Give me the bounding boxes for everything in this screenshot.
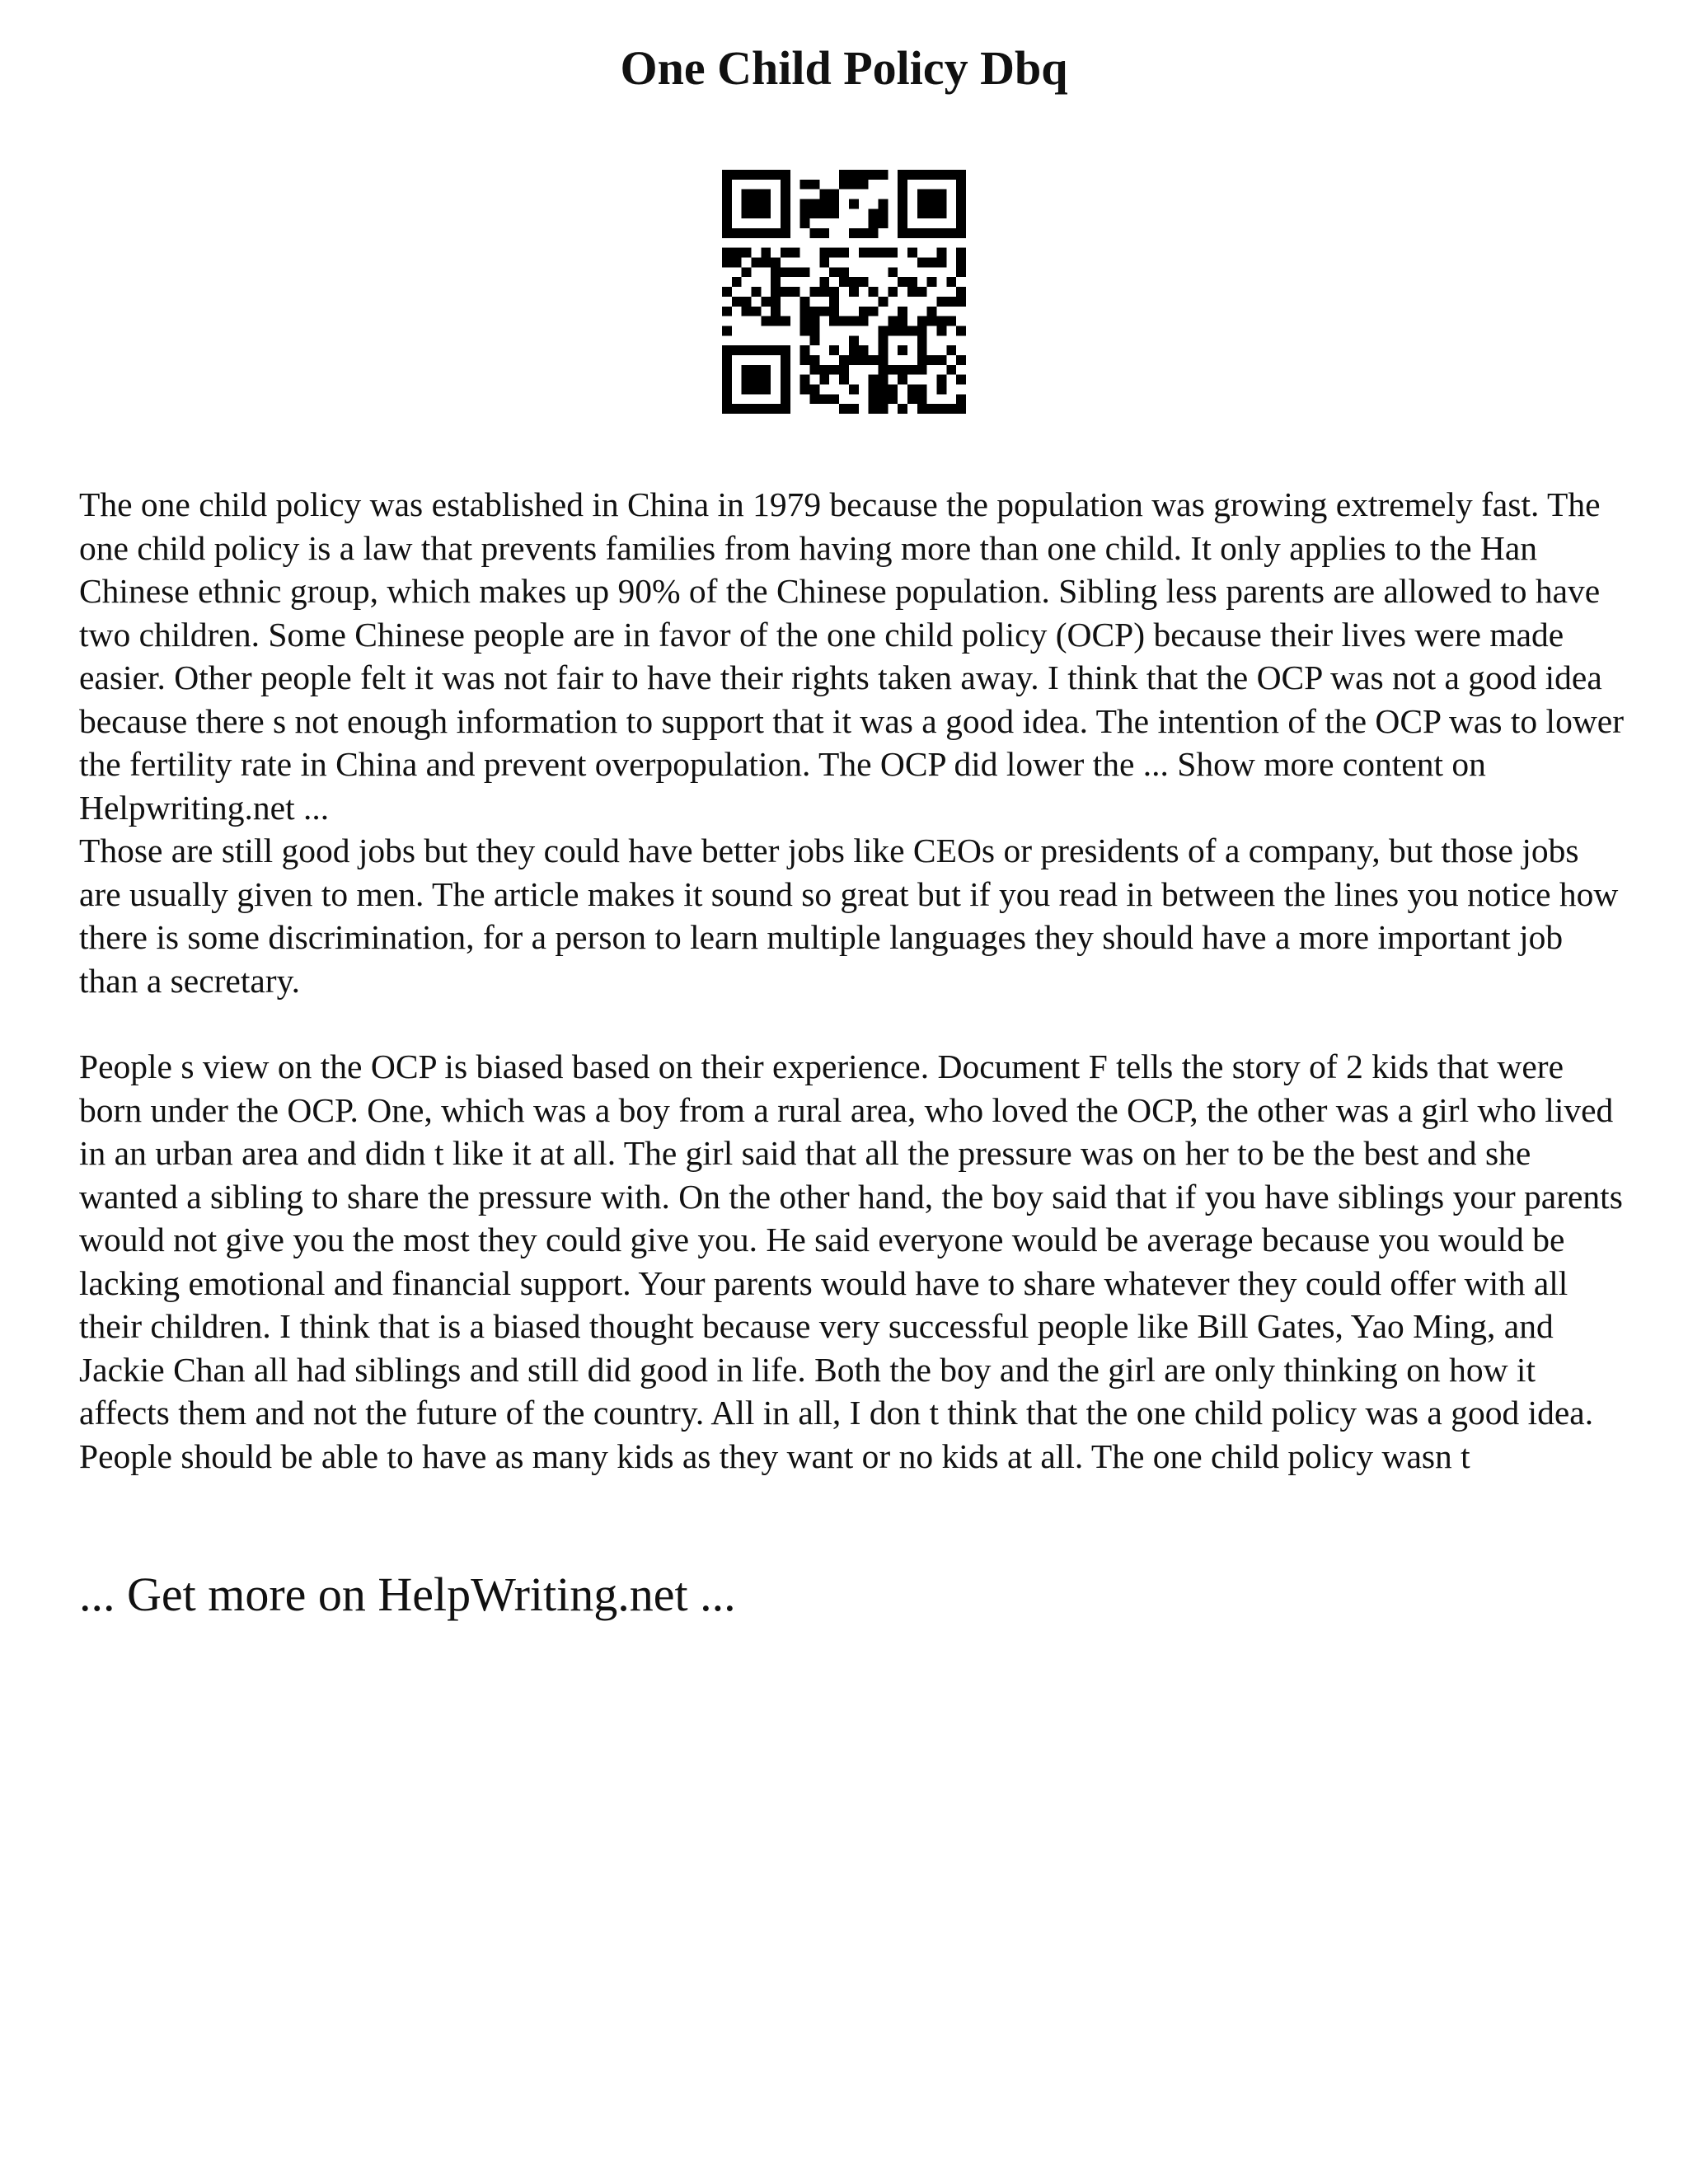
- get-more-link[interactable]: ... Get more on HelpWriting.net ...: [79, 1568, 736, 1621]
- paragraph-views: People s view on the OCP is biased based on their experience. Document F tells the story of 2 kids that were born under the OCP. One, which was a boy from a rural area, who loved the OCP, the other was a girl who lived in an urban area and didn t like it at all. The girl said that all the pressure was on her to be the best and she wanted a sibling to share the pressure with. On the other hand, the boy said that if you have siblings your parents would not give you the most they could give you. He said everyone would be average because you would be lacking emotional and financial support. Your parents would have to share whatever they could offer with all their children. I think that is a biased thought because very successful people like Bill Gates, Yao Ming, and Jackie Chan all had siblings and still did good in life. Both the boy and the girl are only thinking on how it affects them and not the future of the country. All in all, I don t think that the one child policy was a good idea. People should be able to have as many kids as they want or no kids at all. The one child policy wasn t: [79, 1047, 1623, 1475]
- page-title: One Child Policy Dbq: [620, 41, 1068, 95]
- paragraph-jobs: Those are still good jobs but they could have better jobs like CEOs or presidents of a company, but those jobs are usually given to men. The article makes it sound so great but if you read in between the lines you notice how there is some discrimination, for a person to learn multiple languages they should have a more important job than a secretary.: [79, 832, 1619, 1000]
- paragraph-intro: The one child policy was established in China in 1979 because the population was growing extremely fast. The one child policy is a law that prevents families from having more than one child. It only applies to the Han Chinese ethnic group, which makes up 90% of the Chinese population. Sibling less parents are allowed to have two children. Some Chinese people are in favor of the one child policy (OCP) because their lives were made easier. Other people felt it was not fair to have their rights taken away. I think that the OCP was not a good idea because there s not enough information to support that it was a good idea. The intention of the OCP was to lower the fertility rate in China and prevent overpopulation. The OCP did lower the ... Show more content on Helpwriting.net ...: [79, 485, 1625, 827]
- document-body: [79, 483, 1629, 1478]
- qr-code-icon[interactable]: [722, 170, 966, 414]
